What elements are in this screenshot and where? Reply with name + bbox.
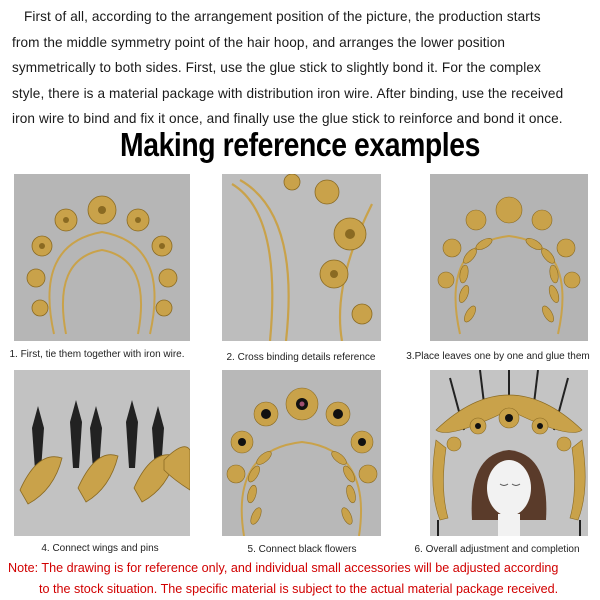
gold-filigree-halo-frame-image [14,174,190,341]
intro-line: from the middle symmetry point of the hair hoop, and arranges the lower position [12,34,506,50]
intro-paragraph [12,4,592,132]
page-heading: Making reference examples [120,126,480,163]
step-4-photo [14,370,190,536]
step-2-caption: 2. Cross binding details reference [226,352,376,363]
note-text [8,558,598,600]
note-line-2: to the stock situation. The specific material is subject to the actual material package received. [39,582,559,596]
intro-line: symmetrically to both sides. First, use the glue stick to slightly bond it. For the complex [12,60,541,75]
step-1-caption: 1. First, tie them together with iron wire. [9,349,185,360]
step-2-photo [222,174,381,341]
step-5-caption: 5. Connect black flowers [247,544,357,555]
step-3-caption: 3.Place leaves one by one and glue them [406,351,590,362]
intro-line: iron wire to bind and fix it once, and finally use the glue stick to reinforce and bond it once. [12,111,563,126]
intro-line: First of all, according to the arrangement position of the picture, the production starts [24,9,541,24]
wings-and-pins-image [14,370,190,536]
finished-crown-on-mannequin-image [430,370,588,536]
step-3-photo [430,174,588,341]
leaf-halo-crown-image [430,174,588,341]
note-line-1: Note: The drawing is for reference only, and individual small accessories will be adjusted according [8,561,559,575]
step-6-caption: 6. Overall adjustment and completion [414,544,580,555]
intro-line: style, there is a material package with distribution iron wire. After binding, use the received [12,85,564,101]
wire-binding-closeup-image [222,174,381,341]
step-5-photo [222,370,381,536]
step-4-caption: 4. Connect wings and pins [41,543,159,554]
black-flower-halo-image [222,370,381,536]
step-1-photo [14,174,190,341]
step-6-photo [430,370,588,536]
